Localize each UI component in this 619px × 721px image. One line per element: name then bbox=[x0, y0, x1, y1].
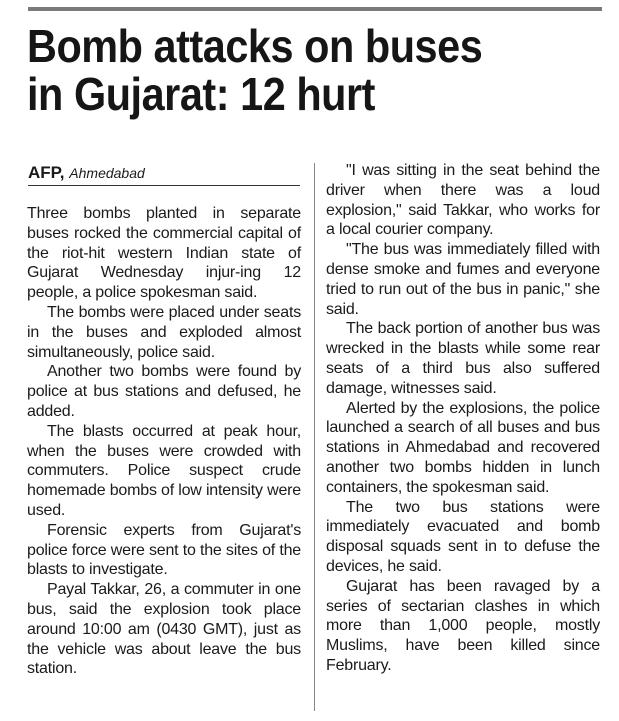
paragraph: Gujarat has been ravaged by a series of sectarian clashes in which more than 1,000 people, mostly Muslims, have been killed since February. bbox=[326, 577, 600, 674]
byline-rule bbox=[28, 185, 300, 186]
paragraph: Payal Takkar, 26, a commuter in one bus, said the explosion took place around 10:00 am (0430 GMT), just as the vehicle was about leave the bus station. bbox=[27, 581, 301, 678]
paragraph: Forensic experts from Gujarat's police force were sent to the sites of the blasts to investigate. bbox=[27, 521, 301, 579]
paragraph: "I was sitting in the seat behind the driver when there was a loud explosion," said Takkar, who works for a local courier company. bbox=[326, 162, 600, 239]
column-divider bbox=[314, 163, 315, 711]
top-rule bbox=[28, 7, 602, 11]
paragraph: Another two bombs were found by police at bus stations and defused, he added. bbox=[27, 363, 301, 420]
byline-place: Ahmedabad bbox=[69, 165, 145, 181]
paragraph: "The bus was immediately filled with dense smoke and fumes and everyone tried to run out of the bus in panic," she said. bbox=[326, 241, 600, 318]
paragraph: The blasts occurred at peak hour, when the buses were crowded with commuters. Police suspect crude homemade bombs of low intensity were used. bbox=[27, 422, 301, 519]
headline bbox=[27, 22, 549, 118]
paragraph: The two bus stations were immediately evacuated and bomb disposal squads sent in to defuse the devices, he said. bbox=[326, 498, 600, 575]
right-column bbox=[326, 161, 600, 676]
byline bbox=[28, 163, 300, 183]
byline-agency: AFP, bbox=[28, 163, 65, 182]
paragraph: The back portion of another bus was wrecked in the blasts while some rear seats of a third bus also suffered damage, witnesses said. bbox=[326, 320, 600, 397]
paragraph-lead: Three bombs planted in separate buses rocked the commercial capital of the riot-hit western Indian state of Gujarat Wednesday injur-ing 12 people, a police spokesman said. bbox=[27, 205, 301, 302]
paragraph: The bombs were placed under seats in the buses and exploded almost simultaneously, police said. bbox=[27, 303, 301, 361]
left-column bbox=[27, 204, 301, 679]
headline-line-2: in Gujarat: 12 hurt bbox=[27, 68, 376, 120]
paragraph: Alerted by the explosions, the police launched a search of all buses and bus stations in Ahmedabad and recovered another two bombs hidden in lunch containers, the spokesman said. bbox=[326, 399, 600, 496]
headline-line-1: Bomb attacks on buses bbox=[27, 20, 483, 72]
